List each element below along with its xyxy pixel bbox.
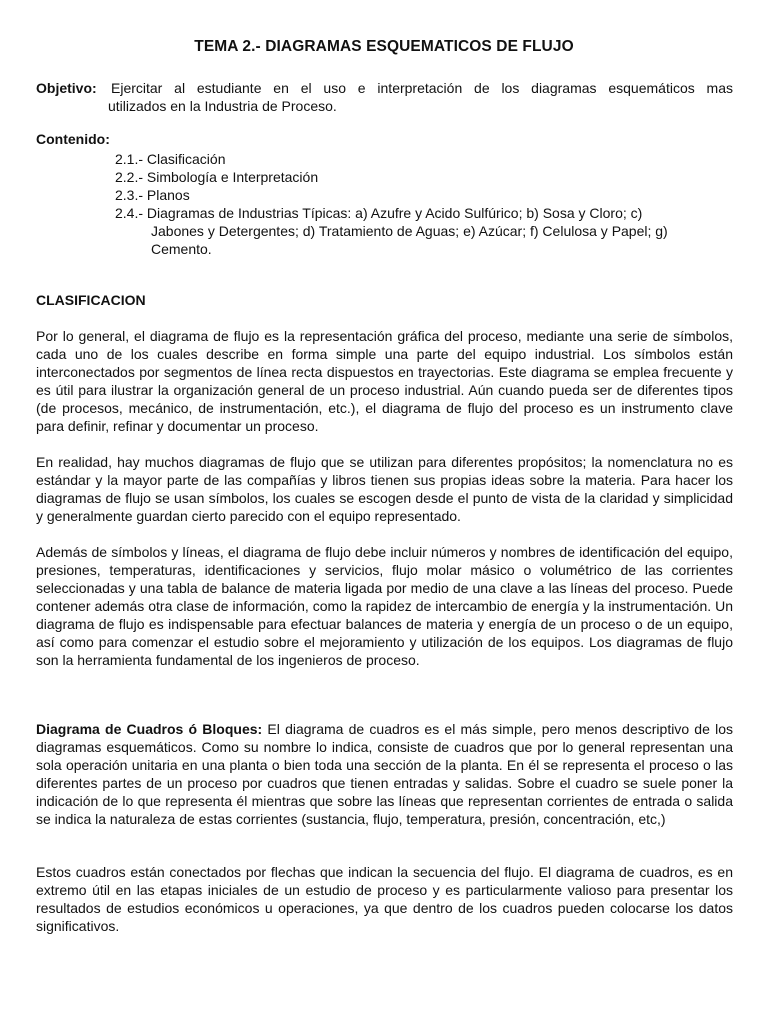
objective-label: Objetivo: <box>36 80 97 96</box>
contenido-item-4: 2.4.- Diagramas de Industrias Típicas: a) Azufre y Acido Sulfúrico; b) Sosa y Cloro; c) <box>115 205 643 221</box>
contenido-item-4-continuation-2: Cemento. <box>151 241 212 257</box>
objective-text-line2: utilizados en la Industria de Proceso. <box>108 98 337 114</box>
contenido-item-2: 2.2.- Simbología e Interpretación <box>115 169 319 185</box>
paragraph-5: Estos cuadros están conectados por flechas que indican la secuencia del flujo. El diagrama de cuadros, es en extremo útil en las etapas iniciales de un estudio de proceso y es particularmente valioso para presentar los resultados de estudios económicos u operaciones, ya que dentro de los cuadros pueden colocarse los datos significativos. <box>36 864 733 934</box>
paragraph-2: En realidad, hay muchos diagramas de flujo que se utilizan para diferentes propósitos; la nomenclatura no es estándar y la mayor parte de las compañías y libros tienen sus propias ideas sobre la materia. Para hacer los diagramas de flujo se usan símbolos, los cuales se escogen desde el punto de vista de la claridad y simplicidad y generalmente guardan cierto parecido con el equipo representado. <box>36 454 733 524</box>
section-heading-clasificacion: CLASIFICACION <box>36 292 146 308</box>
contenido-list <box>115 150 733 258</box>
paragraph-1: Por lo general, el diagrama de flujo es la representación gráfica del proceso, mediante una serie de símbolos, cada uno de los cuales describe en forma simple una parte del equipo industrial. Los símbolos están interconectados por segmentos de línea recta dispuestos en trayectorias. Este diagrama se emplea frecuente y es útil para ilustrar la organización general de un proceso industrial. Aún cuando pueda ser de diferentes tipos (de procesos, mecánico, de instrumentación, etc.), el diagrama de flujo del proceso es un instrumento clave para definir, refinar y documentar un proceso. <box>36 328 733 434</box>
paragraph-3: Además de símbolos y líneas, el diagrama de flujo debe incluir números y nombres de identificación del equipo, presiones, temperaturas, identificaciones y servicios, flujo molar másico o volumétrico de las corrientes seleccionadas y una tabla de balance de materia ligada por medio de una clave a las líneas del proceso. Puede contener además otra clase de información, como la rapidez de intercambio de energía y la instrumentación. Un diagrama de flujo es indispensable para efectuar balances de materia y energía de un proceso o de un equipo, así como para comenzar el estudio sobre el mejoramiento y utilización de los equipos. Los diagramas de flujo son la herramienta fundamental de los ingenieros de proceso. <box>36 544 733 668</box>
contenido-label: Contenido: <box>36 131 110 147</box>
paragraph-4-lead: Diagrama de Cuadros ó Bloques: <box>36 721 263 737</box>
objective-text-line1: Ejercitar al estudiante en el uso e interpretación de los diagramas esquemáticos mas <box>111 80 733 96</box>
paragraph-4 <box>36 720 733 828</box>
objective-block <box>36 79 733 115</box>
contenido-item-4-continuation-1: Jabones y Detergentes; d) Tratamiento de Aguas; e) Azúcar; f) Celulosa y Papel; g) <box>151 223 668 239</box>
contenido-item-1: 2.1.- Clasificación <box>115 151 226 167</box>
contenido-item-3: 2.3.- Planos <box>115 187 190 203</box>
paragraph-4-body: El diagrama de cuadros es el más simple, pero menos descriptivo de los diagramas esquemáticos. Como su nombre lo indica, consiste de cuadros que por lo general representan una sola operación unitaria en una planta o bien toda una sección de la planta. En él se representa el proceso o las diferentes partes de un proceso por cuadros que tienen entradas y salidas. Sobre el cuadro se suele poner la indicación de lo que representa él mientras que sobre las líneas que representan corrientes de entrada o salida se indica la naturaleza de estas corrientes (sustancia, flujo, temperatura, presión, concentración, etc,) <box>36 721 733 827</box>
page-title: TEMA 2.- DIAGRAMAS ESQUEMATICOS DE FLUJO <box>194 38 574 55</box>
